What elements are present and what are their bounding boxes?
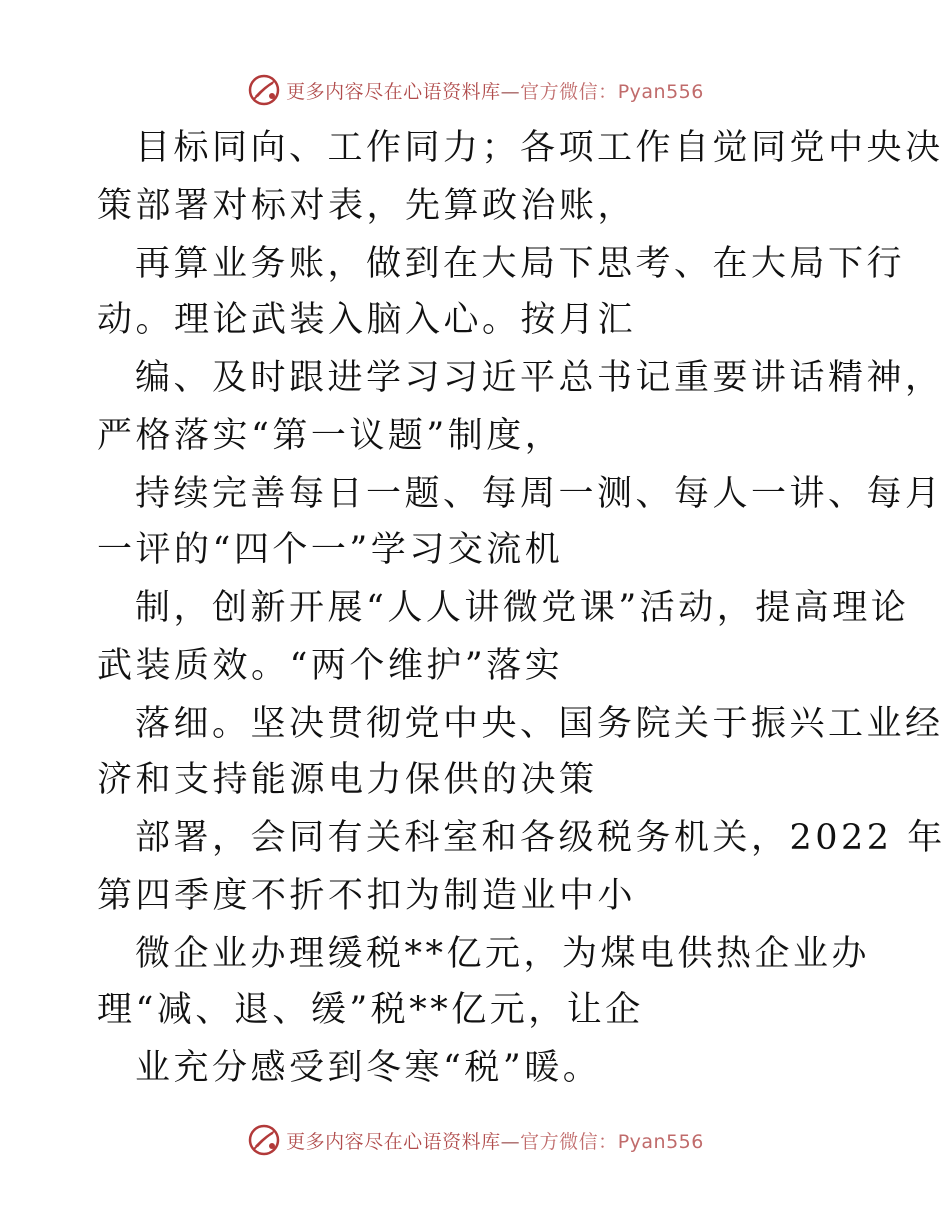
paragraph-line: 理“减、退、缓”税**亿元，让企 (97, 990, 644, 1030)
footer-banner (0, 1120, 950, 1160)
header-banner-text (286, 77, 704, 104)
header-site-name: 更多内容尽在心语资料库 (286, 80, 501, 103)
footer-separator: — (500, 1130, 521, 1153)
paragraph-line: 落细。坚决贯彻党中央、国务院关于振兴工业经 (135, 704, 944, 744)
header-banner (0, 70, 950, 110)
paragraph-line: 严格落实“第一议题”制度， (97, 416, 564, 456)
header-separator: — (500, 80, 521, 103)
footer-wechat-label: 官方微信： (520, 1130, 618, 1153)
paragraph-line: 制，创新开展“人人讲微党课”活动，提高理论 (135, 588, 910, 628)
paragraph-line: 业充分感受到冬寒“税”暖。 (135, 1048, 602, 1088)
paragraph-line: 部署，会同有关科室和各级税务机关，2022 年 (135, 818, 946, 858)
paragraph-line: 武装质效。“两个维护”落实 (97, 646, 564, 686)
paragraph-line: 再算业务账，做到在大局下思考、在大局下行 (135, 244, 906, 284)
quill-book-logo-icon (246, 72, 282, 108)
footer-site-name: 更多内容尽在心语资料库 (286, 1130, 501, 1153)
paragraph-line: 一评的“四个一”学习交流机 (97, 530, 564, 570)
paragraph-line: 策部署对标对表，先算政治账， (97, 186, 637, 226)
paragraph-line: 目标同向、工作同力；各项工作自觉同党中央决 (135, 128, 944, 168)
paragraph-line: 动。理论武装入脑入心。按月汇 (97, 300, 637, 340)
footer-wechat-id: Pyan556 (617, 1130, 704, 1153)
footer-banner-text (286, 1127, 704, 1154)
paragraph-line: 持续完善每日一题、每周一测、每人一讲、每月 (135, 474, 944, 514)
paragraph-line: 微企业办理缓税**亿元，为煤电供热企业办 (135, 934, 871, 974)
header-wechat-label: 官方微信： (520, 80, 618, 103)
paragraph-line: 第四季度不折不扣为制造业中小 (97, 876, 637, 916)
paragraph-line: 编、及时跟进学习习近平总书记重要讲话精神， (135, 358, 944, 398)
paragraph-line: 济和支持能源电力保供的决策 (97, 760, 598, 800)
header-wechat-id: Pyan556 (617, 80, 704, 103)
quill-book-logo-icon (246, 1122, 282, 1158)
